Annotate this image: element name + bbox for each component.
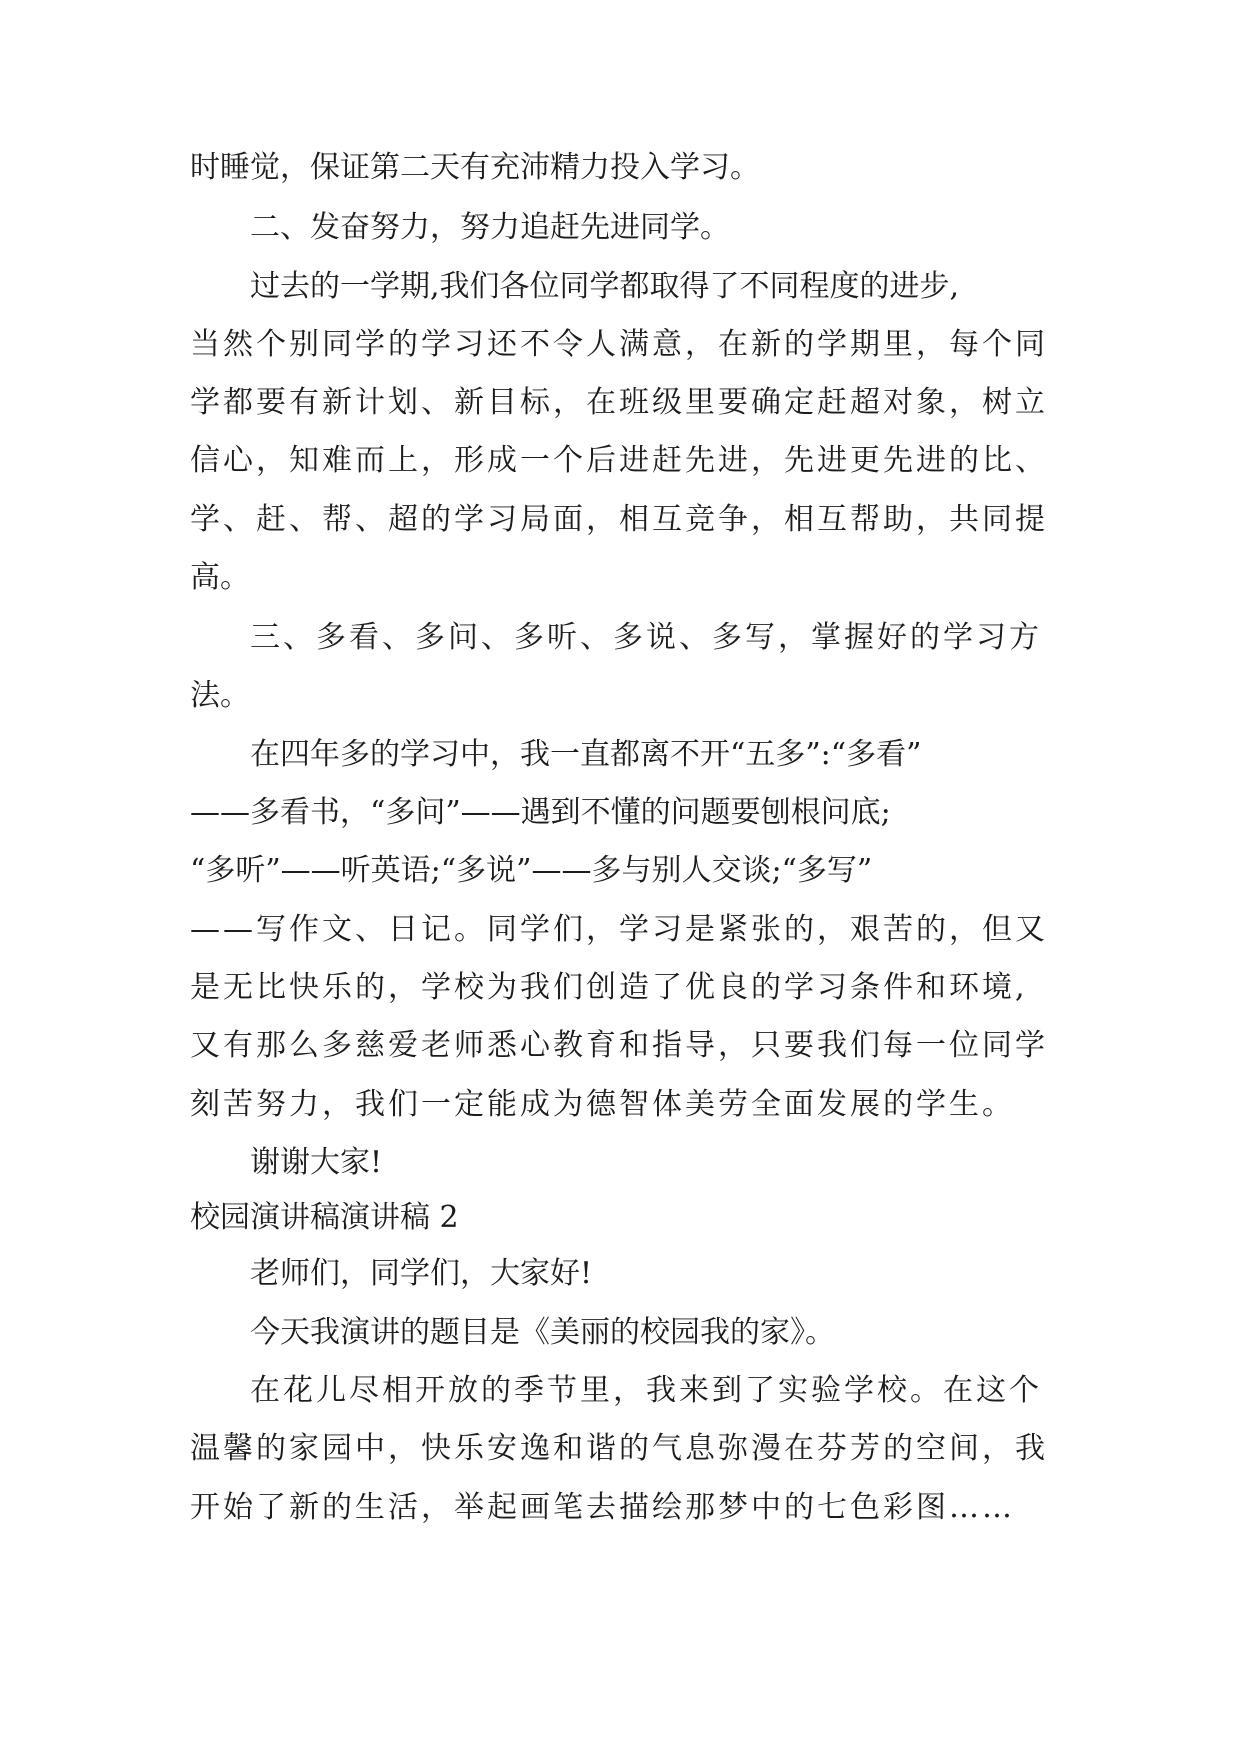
paragraph-line: 是无比快乐的，学校为我们创造了优良的学习条件和环境, [190,970,1028,1005]
paragraph-line: 在花儿尽相开放的季节里，我来到了实验学校。在这个 [250,1373,1042,1408]
paragraph-line: 今天我演讲的题目是《美丽的校园我的家》。 [250,1315,835,1350]
paragraph-line: 在四年多的学习中，我一直都离不开“五多”:“多看” [250,737,922,772]
paragraph-line: 又有那么多慈爱老师悉心教育和指导，只要我们每一位同学 [190,1028,1048,1063]
paragraph-line: ——写作文、日记。同学们，学习是紧张的，艰苦的，但又 [190,912,1048,947]
paragraph-line: 刻苦努力，我们一定能成为德智体美劳全面发展的学生。 [190,1087,1015,1122]
paragraph-line: 时睡觉，保证第二天有充沛精力投入学习。 [190,150,760,185]
paragraph-line: 二、发奋努力，努力追赶先进同学。 [250,210,730,245]
paragraph-line: 三、多看、多问、多听、多说、多写，掌握好的学习方 [250,620,1042,655]
paragraph-line: “多听”——听英语;“多说”——多与别人交谈;“多写” [190,853,873,888]
paragraph-line: 谢谢大家! [250,1145,383,1180]
paragraph-line: 温馨的家园中，快乐安逸和谐的气息弥漫在芬芳的空间，我 [190,1431,1048,1466]
section-heading: 校园演讲稿演讲稿 2 [190,1200,459,1235]
paragraph-line: ——多看书，“多问”——遇到不懂的问题要刨根问底; [190,795,891,830]
paragraph-line: 学都要有新计划、新目标，在班级里要确定赶超对象，树立 [190,385,1048,420]
paragraph-line: 开始了新的生活，举起画笔去描绘那梦中的七色彩图…… [190,1490,1015,1525]
paragraph-line: 过去的一学期,我们各位同学都取得了不同程度的进步, [250,269,960,304]
paragraph-line: 法。 [190,678,250,713]
paragraph-line: 当然个别同学的学习还不令人满意，在新的学期里，每个同 [190,327,1048,362]
paragraph-line: 高。 [190,560,250,595]
paragraph-line: 信心，知难而上，形成一个后进赶先进，先进更先进的比、 [190,443,1048,478]
paragraph-line: 老师们，同学们，大家好! [250,1256,593,1291]
paragraph-line: 学、赶、帮、超的学习局面，相互竞争，相互帮助，共同提 [190,502,1048,537]
